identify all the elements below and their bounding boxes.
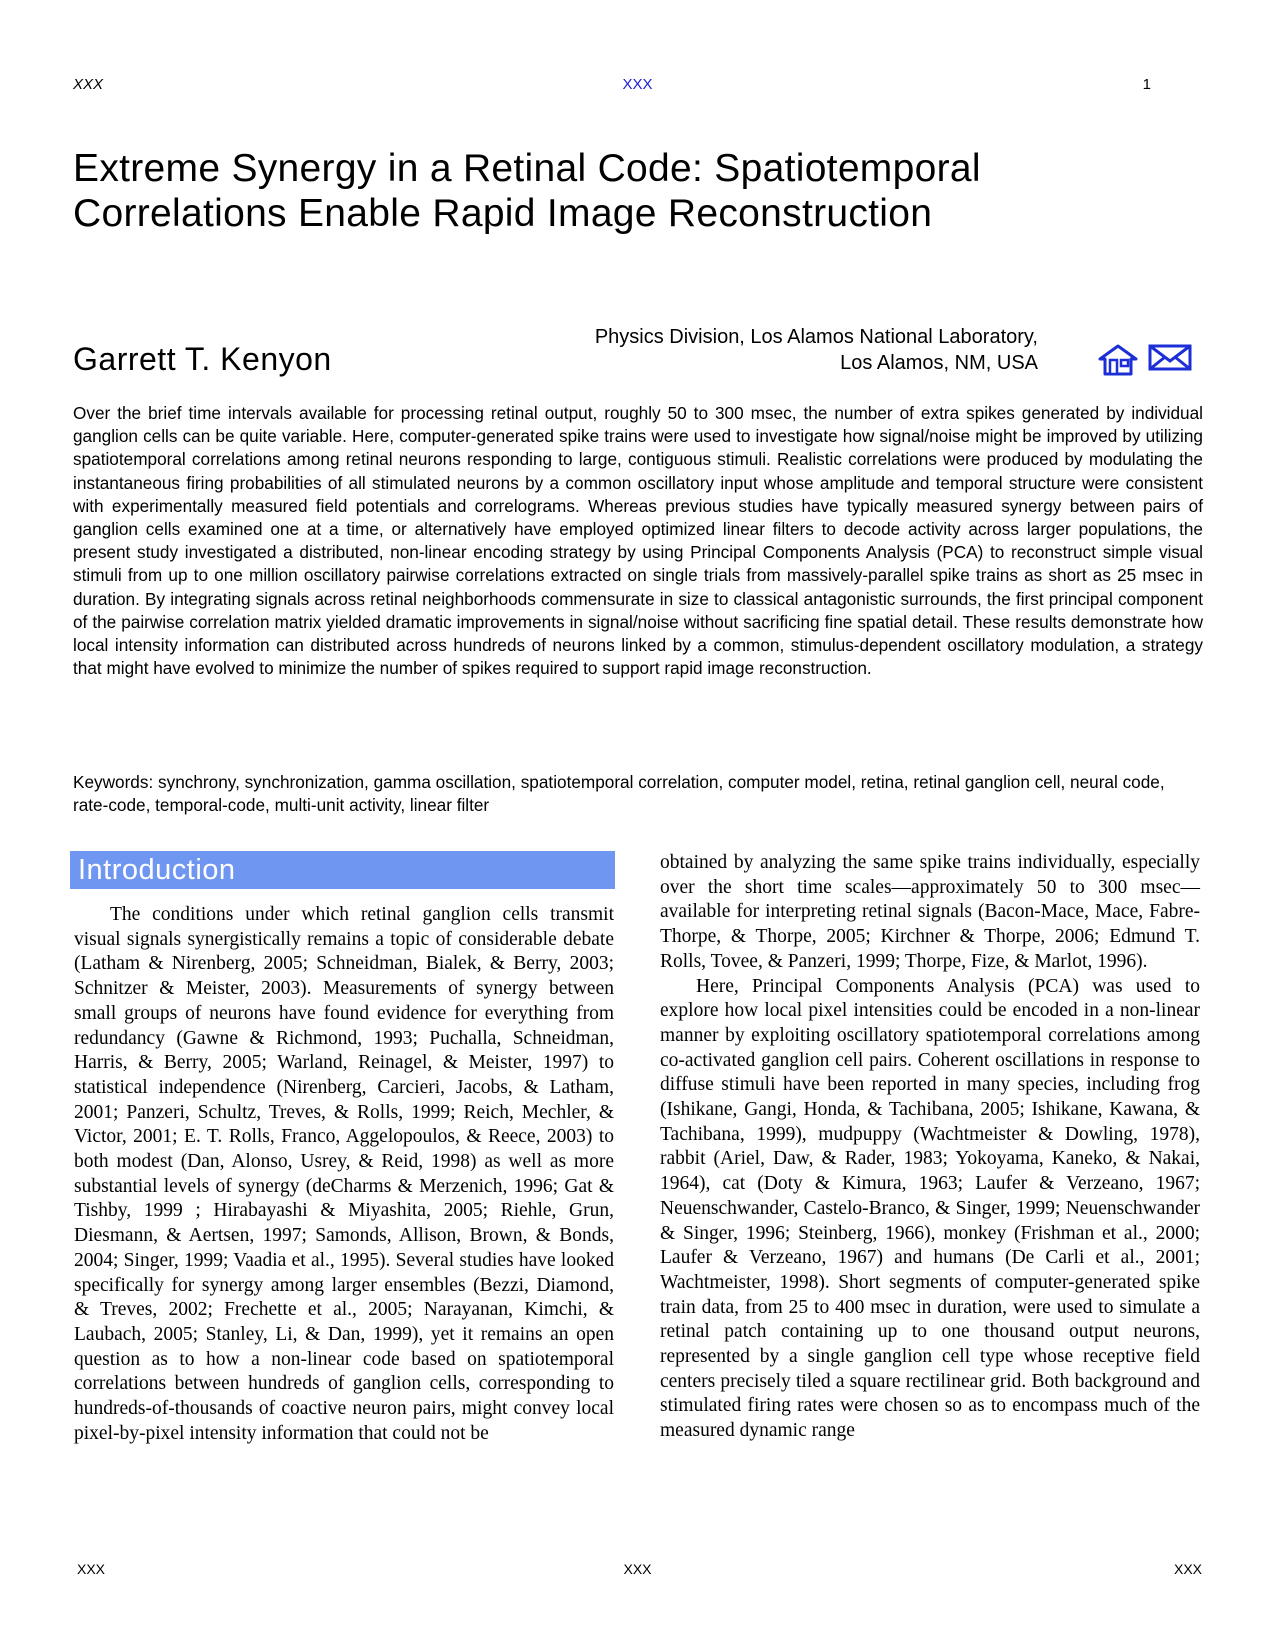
keywords: Keywords: synchrony, synchronization, gamma oscillation, spatiotemporal correlation, computer model, retina, retinal ganglion cell, neural code, rate-code, temporal-code, multi-unit activity, linear filter: [73, 772, 1165, 816]
paper-title: Extreme Synergy in a Retinal Code: Spatiotemporal Correlations Enable Rapid Image Reconstruction: [73, 147, 981, 235]
body-column-right: [660, 851, 1200, 1444]
email-icon[interactable]: [1148, 343, 1192, 371]
author-name: Garrett T. Kenyon: [73, 341, 332, 377]
abstract: Over the brief time intervals available for processing retinal output, roughly 50 to 300 msec, the number of extra spikes generated by individual ganglion cells can be quite variable. Here, computer-generated spike trains were used to investigate how signal/noise might be improved by utilizing spatiotemporal correlations among retinal neurons responding to large, contiguous stimuli. Realistic correlations were produced by modulating the instantaneous firing probabilities of all stimulated neurons by a common oscillatory input whose amplitude and temporal structure were consistent with experimentally measured field potentials and correlograms. Whereas previous studies have typically measured synergy between pairs of ganglion cells examined one at a time, or alternatively have employed optimized linear filters to decode activity across larger populations, the present study investigated a distributed, non-linear encoding strategy by using Principal Components Analysis (PCA) to reconstruct simple visual stimuli from up to one million oscillatory pairwise correlations extracted on single trials from massively-parallel spike trains as short as 25 msec in duration. By integrating signals across retinal neighborhoods commensurate in size to classical antagonistic surrounds, the first principal component of the pairwise correlation matrix yielded dramatic improvements in signal/noise without sacrificing fine spatial detail. These results demonstrate how local intensity information can distributed across hundreds of neurons linked by a common, stimulus-dependent oscillatory modulation, a strategy that might have evolved to minimize the number of spikes required to support rapid image reconstruction.: [73, 403, 1203, 679]
body-paragraph: Here, Principal Components Analysis (PCA) was used to explore how local pixel intensities could be encoded in a non-linear manner by exploiting oscillatory spatiotemporal correlations among co-activated ganglion cell pairs. Coherent oscillations in response to diffuse stimuli have been reported in many species, including frog (Ishikane, Gangi, Honda, & Tachibana, 2005; Ishikane, Kawana, & Tachibana, 1999), mudpuppy (Wachtmeister & Dowling, 1978), rabbit (Ariel, Daw, & Rader, 1983; Yokoyama, Kaneko, & Nakai, 1964), cat (Doty & Kimura, 1963; Laufer & Verzeano, 1967; Neuenschwander, Castelo-Branco, & Singer, 1999; Neuenschwander & Singer, 1996; Steinberg, 1966), monkey (Frishman et al., 2000; Laufer & Verzeano, 1967) and humans (De Carli et al., 2001; Wachtmeister, 1998). Short segments of computer-generated spike train data, from 25 to 400 msec in duration, were used to simulate a retinal patch containing up to one thousand output neurons, represented by a single ganglion cell type whose receptive field centers precisely tiled a square rectilinear grid. Both background and stimulated firing rates were chosen so as to encompass much of the measured dynamic range: [660, 975, 1200, 1442]
affiliation-line-2: Los Alamos, NM, USA: [840, 352, 1038, 374]
footer-center: XXX: [623, 1561, 652, 1577]
body-column-left: [74, 903, 614, 1446]
page-number: 1: [1142, 76, 1151, 93]
running-header-center-link[interactable]: XXX: [622, 76, 653, 93]
affiliation: [595, 324, 1038, 376]
body-paragraph: The conditions under which retinal ganglion cells transmit visual signals synergistically remains a topic of considerable debate (Latham & Nirenberg, 2005; Schneidman, Bialek, & Berry, 2003; Schnitzer & Meister, 2003). Measurements of synergy between small groups of neurons have found evidence for everything from redundancy (Gawne & Richmond, 1993; Puchalla, Schneidman, Harris, & Berry, 2005; Warland, Reinagel, & Meister, 1997) to statistical independence (Nirenberg, Carcieri, Jacobs, & Latham, 2001; Panzeri, Schultz, Treves, & Rolls, 1999; Reich, Mechler, & Victor, 2001; E. T. Rolls, Franco, Aggelopoulos, & Reece, 2003) to both modest (Dan, Alonso, Usrey, & Reid, 1998) as well as more substantial levels of synergy (deCharms & Merzenich, 1996; Gat & Tishby, 1999 ; Hirabayashi & Miyashita, 2005; Riehle, Grun, Diesmann, & Aertsen, 1997; Samonds, Allison, Brown, & Bonds, 2004; Singer, 1999; Vaadia et al., 1995). Several studies have looked specifically for synergy among larger ensembles (Bezzi, Diamond, & Treves, 2002; Frechette et al., 2005; Narayanan, Kimchi, & Laubach, 2005; Stanley, Li, & Dan, 1999), yet it remains an open question as to how a non-linear code based on spatiotemporal correlations between hundreds of ganglion cells, corresponding to hundreds-of-thousands of coactive neuron pairs, might convey local pixel-by-pixel intensity information that could not be: [74, 904, 614, 1444]
body-paragraph-continuation: obtained by analyzing the same spike trains individually, especially over the short time scales—approximately 50 to 300 msec—available for interpreting retinal signals (Bacon-Mace, Mace, Fabre-Thorpe, & Thorpe, 2005; Kirchner & Thorpe, 2006; Edmund T. Rolls, Tovee, & Panzeri, 1999; Thorpe, Fize, & Marlot, 1996).: [660, 852, 1200, 972]
author-contact-icons: [1098, 343, 1192, 377]
affiliation-line-1: Physics Division, Los Alamos National Laboratory,: [594, 326, 1038, 348]
footer-right: XXX: [1173, 1561, 1202, 1577]
home-icon[interactable]: [1098, 343, 1138, 377]
footer-left: XXX: [77, 1561, 106, 1577]
running-header-left: XXX: [73, 76, 104, 93]
section-heading-introduction: Introduction: [70, 851, 615, 889]
